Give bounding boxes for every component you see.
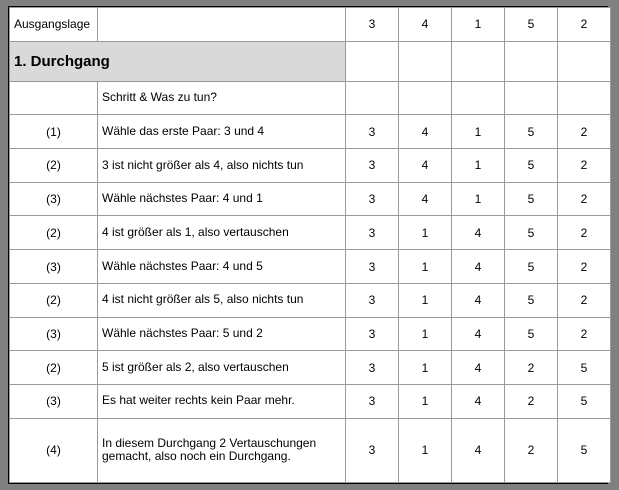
row-value: 2 [558, 250, 611, 284]
row-step: (2) [10, 216, 98, 250]
table-row [10, 283, 611, 317]
row-value: 4 [452, 283, 505, 317]
row-description: 3 ist nicht größer als 4, also nichts tun [98, 149, 346, 183]
header-spacer [98, 8, 346, 42]
row-value: 4 [452, 250, 505, 284]
bubblesort-table [9, 7, 611, 483]
row-value: 3 [346, 385, 399, 419]
row-value: 5 [505, 250, 558, 284]
row-description: 4 ist nicht größer als 5, also nichts tun [98, 283, 346, 317]
column-header-step [10, 82, 98, 115]
row-value: 3 [346, 250, 399, 284]
row-value: 1 [399, 418, 452, 482]
row-value: 4 [452, 216, 505, 250]
row-step: (3) [10, 317, 98, 351]
spreadsheet-sheet [8, 6, 608, 484]
column-header-cell [399, 82, 452, 115]
header-label: Ausgangslage [10, 8, 98, 42]
row-value: 2 [558, 182, 611, 216]
row-value: 5 [505, 216, 558, 250]
column-header-cell [346, 82, 399, 115]
row-value: 1 [452, 182, 505, 216]
row-description: Es hat weiter rechts kein Paar mehr. [98, 385, 346, 419]
row-description: 5 ist größer als 2, also vertauschen [98, 351, 346, 385]
row-value: 3 [346, 317, 399, 351]
row-value: 4 [452, 351, 505, 385]
row-step: (3) [10, 385, 98, 419]
row-value: 1 [399, 385, 452, 419]
row-value: 2 [558, 317, 611, 351]
row-value: 3 [346, 182, 399, 216]
column-header-cell [452, 82, 505, 115]
row-step: (2) [10, 351, 98, 385]
row-value: 2 [558, 149, 611, 183]
header-row [10, 8, 611, 42]
row-value: 2 [558, 283, 611, 317]
row-description: Wähle nächstes Paar: 5 und 2 [98, 317, 346, 351]
table-row [10, 149, 611, 183]
row-value: 2 [505, 418, 558, 482]
row-description: In diesem Durchgang 2 Vertauschungen gemacht, also noch ein Durchgang. [98, 418, 346, 482]
title-row-cell [452, 41, 505, 81]
row-value: 5 [558, 351, 611, 385]
row-value: 1 [399, 351, 452, 385]
row-description: Wähle nächstes Paar: 4 und 5 [98, 250, 346, 284]
row-value: 5 [558, 385, 611, 419]
row-value: 1 [399, 216, 452, 250]
row-value: 3 [346, 418, 399, 482]
row-value: 4 [452, 317, 505, 351]
table-row [10, 351, 611, 385]
column-header-desc: Schritt & Was zu tun? [98, 82, 346, 115]
row-value: 1 [399, 317, 452, 351]
row-value: 2 [558, 115, 611, 149]
row-value: 5 [505, 115, 558, 149]
column-header-cell [558, 82, 611, 115]
page-title: 1. Durchgang [10, 41, 346, 81]
row-value: 2 [558, 216, 611, 250]
table-row [10, 418, 611, 482]
table-row [10, 250, 611, 284]
title-row-cell [399, 41, 452, 81]
column-header-cell [505, 82, 558, 115]
header-value: 1 [452, 8, 505, 42]
title-row-cell [505, 41, 558, 81]
row-step: (4) [10, 418, 98, 482]
row-value: 1 [399, 283, 452, 317]
row-value: 3 [346, 216, 399, 250]
row-value: 5 [505, 283, 558, 317]
table-row [10, 115, 611, 149]
row-value: 3 [346, 283, 399, 317]
row-value: 1 [399, 250, 452, 284]
row-value: 3 [346, 115, 399, 149]
row-value: 5 [505, 317, 558, 351]
row-value: 2 [505, 351, 558, 385]
table-row [10, 385, 611, 419]
row-value: 4 [399, 149, 452, 183]
row-step: (2) [10, 283, 98, 317]
title-row-cell [346, 41, 399, 81]
row-value: 3 [346, 149, 399, 183]
row-value: 4 [452, 418, 505, 482]
row-value: 2 [505, 385, 558, 419]
header-value: 4 [399, 8, 452, 42]
table-row [10, 317, 611, 351]
header-value: 5 [505, 8, 558, 42]
row-description: Wähle nächstes Paar: 4 und 1 [98, 182, 346, 216]
row-value: 5 [558, 418, 611, 482]
row-value: 1 [452, 115, 505, 149]
row-value: 5 [505, 182, 558, 216]
header-value: 2 [558, 8, 611, 42]
column-header-row [10, 82, 611, 115]
row-value: 4 [399, 182, 452, 216]
row-value: 5 [505, 149, 558, 183]
row-value: 4 [399, 115, 452, 149]
title-row [10, 41, 611, 81]
row-step: (1) [10, 115, 98, 149]
row-value: 3 [346, 351, 399, 385]
header-value: 3 [346, 8, 399, 42]
row-value: 1 [452, 149, 505, 183]
row-description: Wähle das erste Paar: 3 und 4 [98, 115, 346, 149]
table-row [10, 182, 611, 216]
row-step: (3) [10, 250, 98, 284]
row-description: 4 ist größer als 1, also vertauschen [98, 216, 346, 250]
title-row-cell [558, 41, 611, 81]
row-step: (3) [10, 182, 98, 216]
row-value: 4 [452, 385, 505, 419]
row-step: (2) [10, 149, 98, 183]
table-row [10, 216, 611, 250]
table-body [10, 8, 611, 483]
